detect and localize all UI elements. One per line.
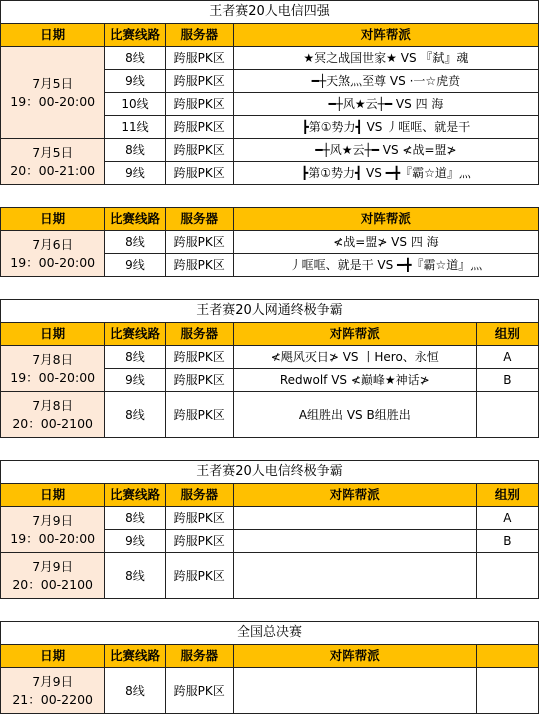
spacer-row (1, 277, 539, 300)
date-cell (1, 507, 105, 553)
date-day: 7月6日 (32, 236, 74, 252)
line-cell: 8线 (105, 231, 165, 254)
server-cell: 跨服PK区 (165, 231, 233, 254)
table-row (1, 507, 539, 530)
header-line: 比赛线路 (105, 208, 165, 231)
header-row (1, 24, 539, 47)
server-cell: 跨服PK区 (165, 530, 233, 553)
line-cell: 9线 (105, 162, 165, 185)
date-cell (1, 553, 105, 599)
server-cell: 跨服PK区 (165, 47, 233, 70)
date-day: 7月5日 (32, 75, 74, 91)
date-day: 7月9日 (32, 558, 74, 574)
date-day: 7月8日 (32, 351, 74, 367)
table-row (1, 47, 539, 70)
match-cell: Redwolf VS ≮巅峰★神话≯ (233, 369, 476, 392)
header-date: 日期 (1, 24, 105, 47)
header-server: 服务器 (165, 323, 233, 346)
server-cell: 跨服PK区 (165, 70, 233, 93)
section-title-row (1, 300, 539, 323)
section-title: 王者赛20人电信终极争霸 (1, 461, 539, 484)
header-line: 比赛线路 (105, 645, 165, 668)
group-cell (476, 392, 538, 438)
header-date: 日期 (1, 484, 105, 507)
group-cell (476, 553, 538, 599)
server-cell: 跨服PK区 (165, 93, 233, 116)
date-cell (1, 392, 105, 438)
spacer-cell (1, 185, 539, 208)
date-cell (1, 139, 105, 185)
section-title-row (1, 461, 539, 484)
table-row (1, 139, 539, 162)
server-cell: 跨服PK区 (165, 369, 233, 392)
server-cell: 跨服PK区 (165, 392, 233, 438)
group-cell: A (476, 346, 538, 369)
header-group: 组别 (476, 323, 538, 346)
match-cell (233, 553, 476, 599)
group-cell (476, 668, 538, 714)
match-cell: ━┼天煞灬至尊 VS ·一☆虎贲 (233, 70, 538, 93)
section-title: 王者赛20人电信四强 (1, 1, 539, 24)
header-row (1, 323, 539, 346)
server-cell: 跨服PK区 (165, 346, 233, 369)
server-cell: 跨服PK区 (165, 162, 233, 185)
header-row (1, 645, 539, 668)
group-cell: B (476, 369, 538, 392)
section-title: 王者赛20人网通终极争霸 (1, 300, 539, 323)
spacer-row (1, 438, 539, 461)
line-cell: 9线 (105, 70, 165, 93)
match-cell (233, 668, 476, 714)
header-date: 日期 (1, 208, 105, 231)
section-title: 全国总决赛 (1, 622, 539, 645)
spacer-cell (1, 599, 539, 622)
spacer-cell (1, 438, 539, 461)
header-server: 服务器 (165, 484, 233, 507)
line-cell: 8线 (105, 139, 165, 162)
line-cell: 8线 (105, 47, 165, 70)
match-cell: ━┼风★云┼━ VS ≮战=盟≯ (233, 139, 538, 162)
section-title-row (1, 1, 539, 24)
header-group: 组别 (476, 484, 538, 507)
group-cell: B (476, 530, 538, 553)
header-line: 比赛线路 (105, 484, 165, 507)
group-cell: A (476, 507, 538, 530)
date-time: 19：00-20:00 (10, 530, 96, 546)
header-match: 对阵帮派 (233, 24, 538, 47)
match-cell: ≮飓风灭日≯ VS 丨Hero、永恒 (233, 346, 476, 369)
match-cell: A组胜出 VS B组胜出 (233, 392, 476, 438)
date-day: 7月9日 (32, 673, 74, 689)
match-cell (233, 507, 476, 530)
header-line: 比赛线路 (105, 323, 165, 346)
header-match: 对阵帮派 (233, 484, 476, 507)
header-date: 日期 (1, 323, 105, 346)
date-cell (1, 231, 105, 277)
match-cell: ≮战=盟≯ VS 四 海 (233, 231, 538, 254)
date-time: 21：00-2200 (12, 691, 93, 707)
spacer-row (1, 599, 539, 622)
line-cell: 9线 (105, 369, 165, 392)
date-time: 20：00-2100 (12, 576, 93, 592)
line-cell: 10线 (105, 93, 165, 116)
table-row (1, 668, 539, 714)
date-time: 19：00-20:00 (10, 369, 96, 385)
date-day: 7月8日 (32, 397, 74, 413)
date-time: 19：00-20:00 (10, 254, 96, 270)
table-row (1, 231, 539, 254)
header-match: 对阵帮派 (233, 323, 476, 346)
date-time: 20：00-2100 (12, 415, 93, 431)
match-cell: ★冥之战国世家★ VS 『弑』魂 (233, 47, 538, 70)
header-date: 日期 (1, 645, 105, 668)
header-match: 对阵帮派 (233, 208, 538, 231)
header-server: 服务器 (165, 208, 233, 231)
table-row (1, 553, 539, 599)
server-cell: 跨服PK区 (165, 254, 233, 277)
header-match: 对阵帮派 (233, 645, 476, 668)
date-cell (1, 346, 105, 392)
match-cell: ━┼风★云┼━ VS 四 海 (233, 93, 538, 116)
header-server: 服务器 (165, 645, 233, 668)
date-cell (1, 668, 105, 714)
date-time: 20：00-21:00 (10, 162, 96, 178)
line-cell: 8线 (105, 346, 165, 369)
match-cell (233, 530, 476, 553)
header-blank (476, 645, 538, 668)
line-cell: 8线 (105, 668, 165, 714)
header-line: 比赛线路 (105, 24, 165, 47)
date-day: 7月9日 (32, 512, 74, 528)
date-cell (1, 47, 105, 139)
line-cell: 9线 (105, 530, 165, 553)
line-cell: 8线 (105, 553, 165, 599)
match-cell: 丿哐哐、就是干 VS ━╋『霸☆道』灬 (233, 254, 538, 277)
table-row (1, 346, 539, 369)
table-row (1, 392, 539, 438)
line-cell: 9线 (105, 254, 165, 277)
line-cell: 11线 (105, 116, 165, 139)
spacer-cell (1, 277, 539, 300)
section-title-row (1, 622, 539, 645)
server-cell: 跨服PK区 (165, 116, 233, 139)
header-row (1, 484, 539, 507)
date-time: 19：00-20:00 (10, 93, 96, 109)
header-server: 服务器 (165, 24, 233, 47)
match-cell: ┣第①势力┫ VS ━╋『霸☆道』灬 (233, 162, 538, 185)
match-cell: ┣第①势力┫ VS 丿哐哐、就是干 (233, 116, 538, 139)
spacer-row (1, 185, 539, 208)
header-row (1, 208, 539, 231)
server-cell: 跨服PK区 (165, 507, 233, 530)
server-cell: 跨服PK区 (165, 553, 233, 599)
line-cell: 8线 (105, 392, 165, 438)
server-cell: 跨服PK区 (165, 139, 233, 162)
date-day: 7月5日 (32, 144, 74, 160)
server-cell: 跨服PK区 (165, 668, 233, 714)
line-cell: 8线 (105, 507, 165, 530)
